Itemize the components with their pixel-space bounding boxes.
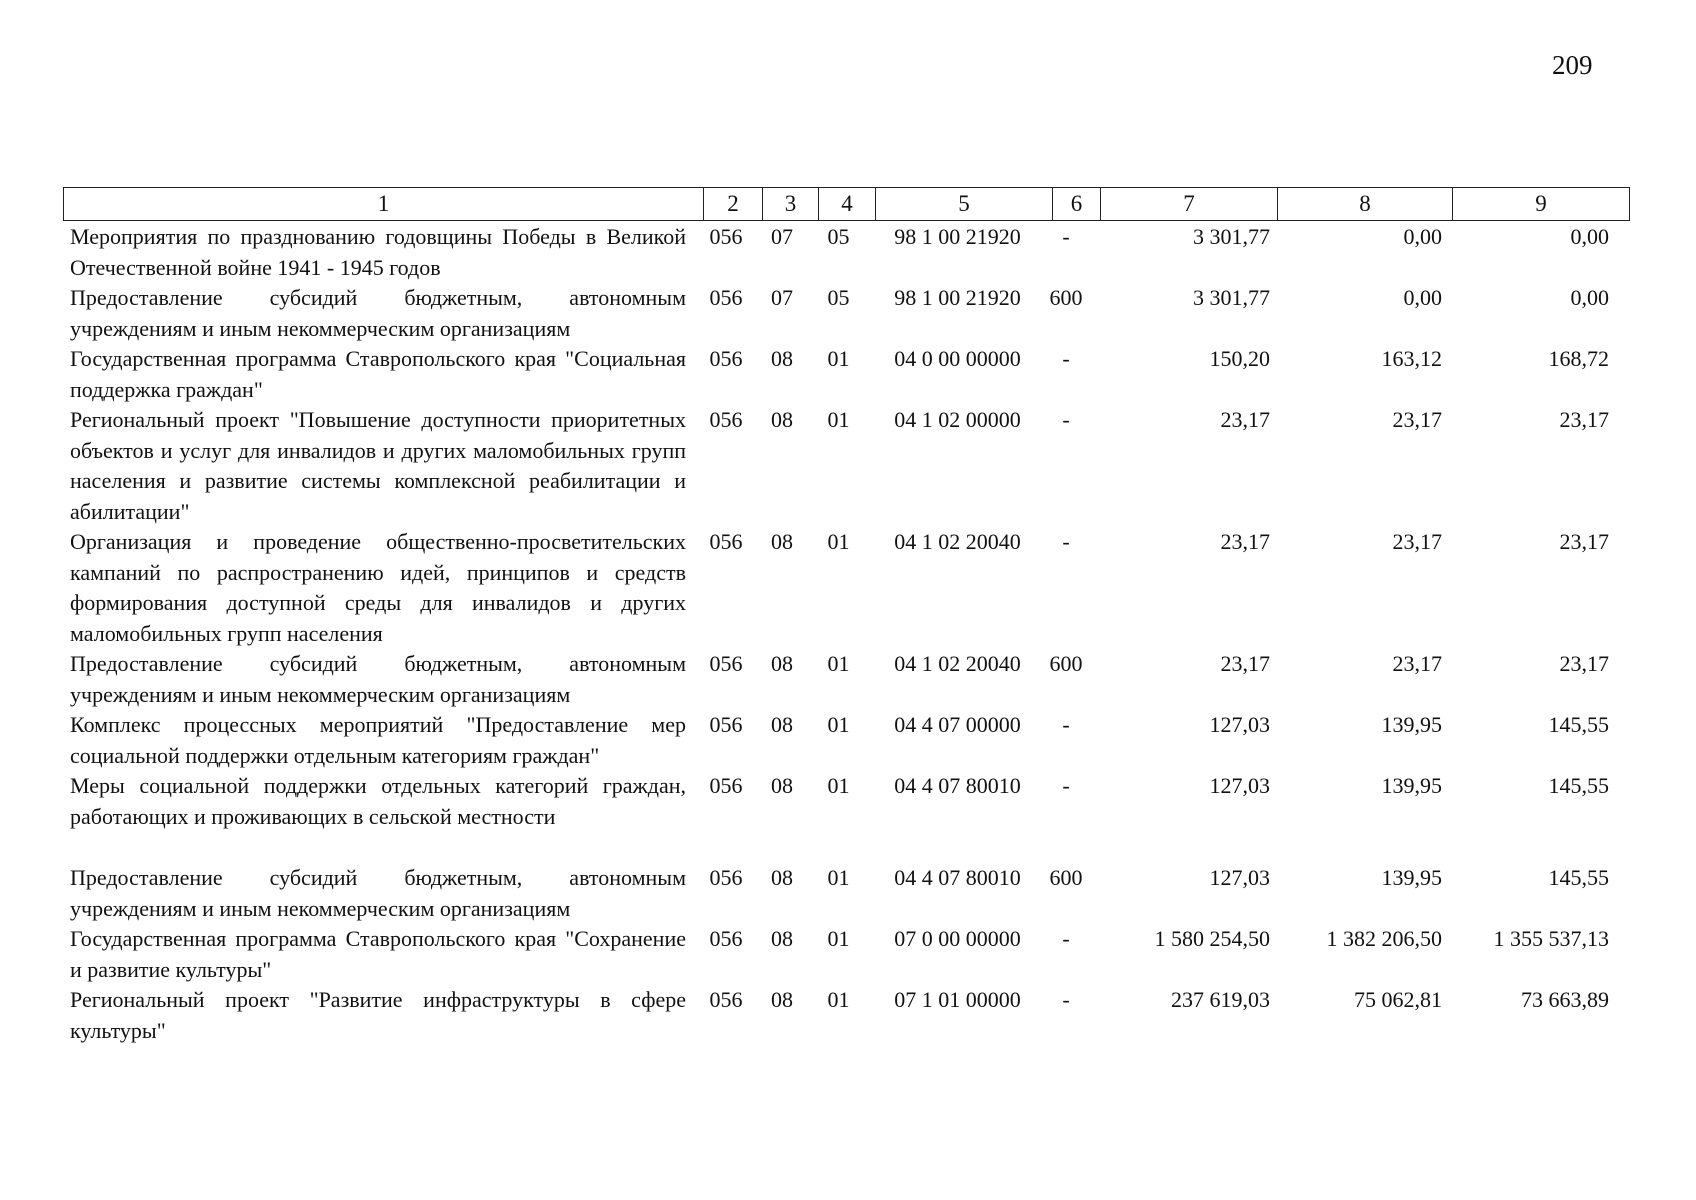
row-name: Комплекс процессных мероприятий "Предоставление мер социальной поддержки отдельным категориям граждан" [70,712,686,768]
row-value-9: 0,00 [1570,224,1609,249]
row-value-7: 23,17 [1220,407,1270,432]
table-row [0,344,1696,405]
table-row [0,283,1696,344]
row-name: Государственная программа Ставропольского края "Сохранение и развитие культуры" [70,926,686,982]
row-code-2: 056 [709,285,743,310]
row-code-4: 01 [827,407,850,432]
table-row [0,405,1696,527]
row-code-3: 08 [771,773,793,798]
row-value-7: 23,17 [1220,529,1270,554]
row-name: Мероприятия по празднованию годовщины Победы в Великой Отечественной войне 1941 - 1945 годов [70,224,686,280]
row-value-9: 145,55 [1548,865,1609,890]
row-value-8: 139,95 [1381,865,1442,890]
row-code-5: 07 1 01 00000 [894,987,1021,1012]
row-code-6: 600 [1049,285,1083,310]
row-value-9: 23,17 [1559,529,1609,554]
row-code-4: 01 [827,773,850,798]
row-value-8: 23,17 [1392,529,1442,554]
row-code-3: 08 [771,407,793,432]
table-row [0,985,1696,1046]
row-value-9: 1 355 537,13 [1493,926,1609,951]
row-code-6: - [1062,529,1070,554]
row-value-8: 0,00 [1403,285,1442,310]
row-code-2: 056 [709,407,743,432]
row-code-4: 01 [827,865,850,890]
row-code-5: 04 1 02 20040 [894,651,1021,676]
row-value-8: 163,12 [1381,346,1442,371]
row-value-8: 75 062,81 [1354,987,1442,1012]
row-code-2: 056 [709,926,743,951]
row-code-3: 08 [771,712,793,737]
row-value-7: 3 301,77 [1193,224,1270,249]
table-row [0,924,1696,985]
row-code-3: 07 [771,285,793,310]
row-code-6: 600 [1049,865,1083,890]
row-value-8: 1 382 206,50 [1326,926,1442,951]
table-row [0,222,1696,283]
row-value-7: 127,03 [1209,773,1270,798]
row-value-9: 168,72 [1548,346,1609,371]
row-code-4: 05 [827,224,850,249]
row-code-4: 01 [827,346,850,371]
row-code-6: - [1062,773,1070,798]
column-number-header [63,187,1630,221]
row-value-7: 1 580 254,50 [1154,926,1270,951]
row-code-2: 056 [709,346,743,371]
row-code-3: 08 [771,926,793,951]
header-cell-9: 9 [1453,188,1630,221]
row-value-9: 145,55 [1548,712,1609,737]
row-code-4: 01 [827,712,850,737]
table-row [0,649,1696,710]
row-code-3: 08 [771,651,793,676]
row-value-7: 150,20 [1209,346,1270,371]
row-code-4: 01 [827,987,850,1012]
row-value-8: 0,00 [1403,224,1442,249]
row-code-3: 08 [771,865,793,890]
row-name: Организация и проведение общественно-просветительских кампаний по распространению идей, принципов и средств формирования доступной среды для инвалидов и других маломобильных групп населения [70,529,686,646]
row-value-9: 73 663,89 [1521,987,1609,1012]
row-name: Региональный проект "Повышение доступности приоритетных объектов и услуг для инвалидов и других маломобильных групп населения и развитие системы комплексной реабилитации и абилитации" [70,407,686,524]
row-code-2: 056 [709,712,743,737]
table-row [0,527,1696,649]
row-code-2: 056 [709,865,743,890]
row-value-8: 139,95 [1381,712,1442,737]
row-code-2: 056 [709,987,743,1012]
row-code-2: 056 [709,224,743,249]
row-code-3: 08 [771,346,793,371]
row-code-2: 056 [709,529,743,554]
row-value-9: 145,55 [1548,773,1609,798]
row-code-6: - [1062,926,1070,951]
row-code-5: 04 4 07 80010 [894,865,1021,890]
table-row [0,710,1696,771]
header-cell-6: 6 [1053,188,1101,221]
row-name: Меры социальной поддержки отдельных категорий граждан, работающих и проживающих в сельской местности [70,773,686,829]
row-code-6: - [1062,987,1070,1012]
header-cell-4: 4 [819,188,876,221]
row-code-4: 01 [827,651,850,676]
row-value-9: 23,17 [1559,407,1609,432]
row-value-7: 237 619,03 [1171,987,1270,1012]
row-code-5: 04 4 07 80010 [894,773,1021,798]
row-value-8: 23,17 [1392,407,1442,432]
row-value-8: 139,95 [1381,773,1442,798]
row-value-9: 0,00 [1570,285,1609,310]
row-code-3: 08 [771,987,793,1012]
row-code-4: 01 [827,529,850,554]
table-row [0,771,1696,863]
row-value-7: 127,03 [1209,865,1270,890]
row-name: Государственная программа Ставропольского края "Социальная поддержка граждан" [70,346,686,402]
row-code-2: 056 [709,773,743,798]
row-name: Предоставление субсидий бюджетным, автономным учреждениям и иным некоммерческим организациям [70,285,686,341]
header-cell-5: 5 [876,188,1053,221]
row-code-5: 04 0 00 00000 [894,346,1021,371]
row-value-7: 3 301,77 [1193,285,1270,310]
row-code-5: 98 1 00 21920 [894,224,1021,249]
row-code-6: - [1062,224,1070,249]
row-name: Региональный проект "Развитие инфраструктуры в сфере культуры" [70,987,686,1043]
header-cell-3: 3 [763,188,819,221]
page-number: 209 [1552,50,1593,80]
row-code-6: - [1062,407,1070,432]
header-cell-7: 7 [1101,188,1278,221]
row-code-5: 04 1 02 20040 [894,529,1021,554]
row-value-8: 23,17 [1392,651,1442,676]
row-code-6: 600 [1049,651,1083,676]
table-row [0,863,1696,924]
header-cell-2: 2 [704,188,763,221]
header-cell-1: 1 [64,188,704,221]
row-code-6: - [1062,712,1070,737]
row-code-5: 04 4 07 00000 [894,712,1021,737]
row-code-3: 08 [771,529,793,554]
row-code-6: - [1062,346,1070,371]
row-value-7: 127,03 [1209,712,1270,737]
row-value-7: 23,17 [1220,651,1270,676]
row-name: Предоставление субсидий бюджетным, автономным учреждениям и иным некоммерческим организациям [70,865,686,921]
row-value-9: 23,17 [1559,651,1609,676]
row-code-3: 07 [771,224,793,249]
row-code-4: 05 [827,285,850,310]
row-code-5: 07 0 00 00000 [894,926,1021,951]
row-code-2: 056 [709,651,743,676]
row-name: Предоставление субсидий бюджетным, автономным учреждениям и иным некоммерческим организациям [70,651,686,707]
table-body [0,222,1696,1046]
header-cell-8: 8 [1278,188,1453,221]
row-code-4: 01 [827,926,850,951]
row-code-5: 04 1 02 00000 [894,407,1021,432]
row-code-5: 98 1 00 21920 [894,285,1021,310]
